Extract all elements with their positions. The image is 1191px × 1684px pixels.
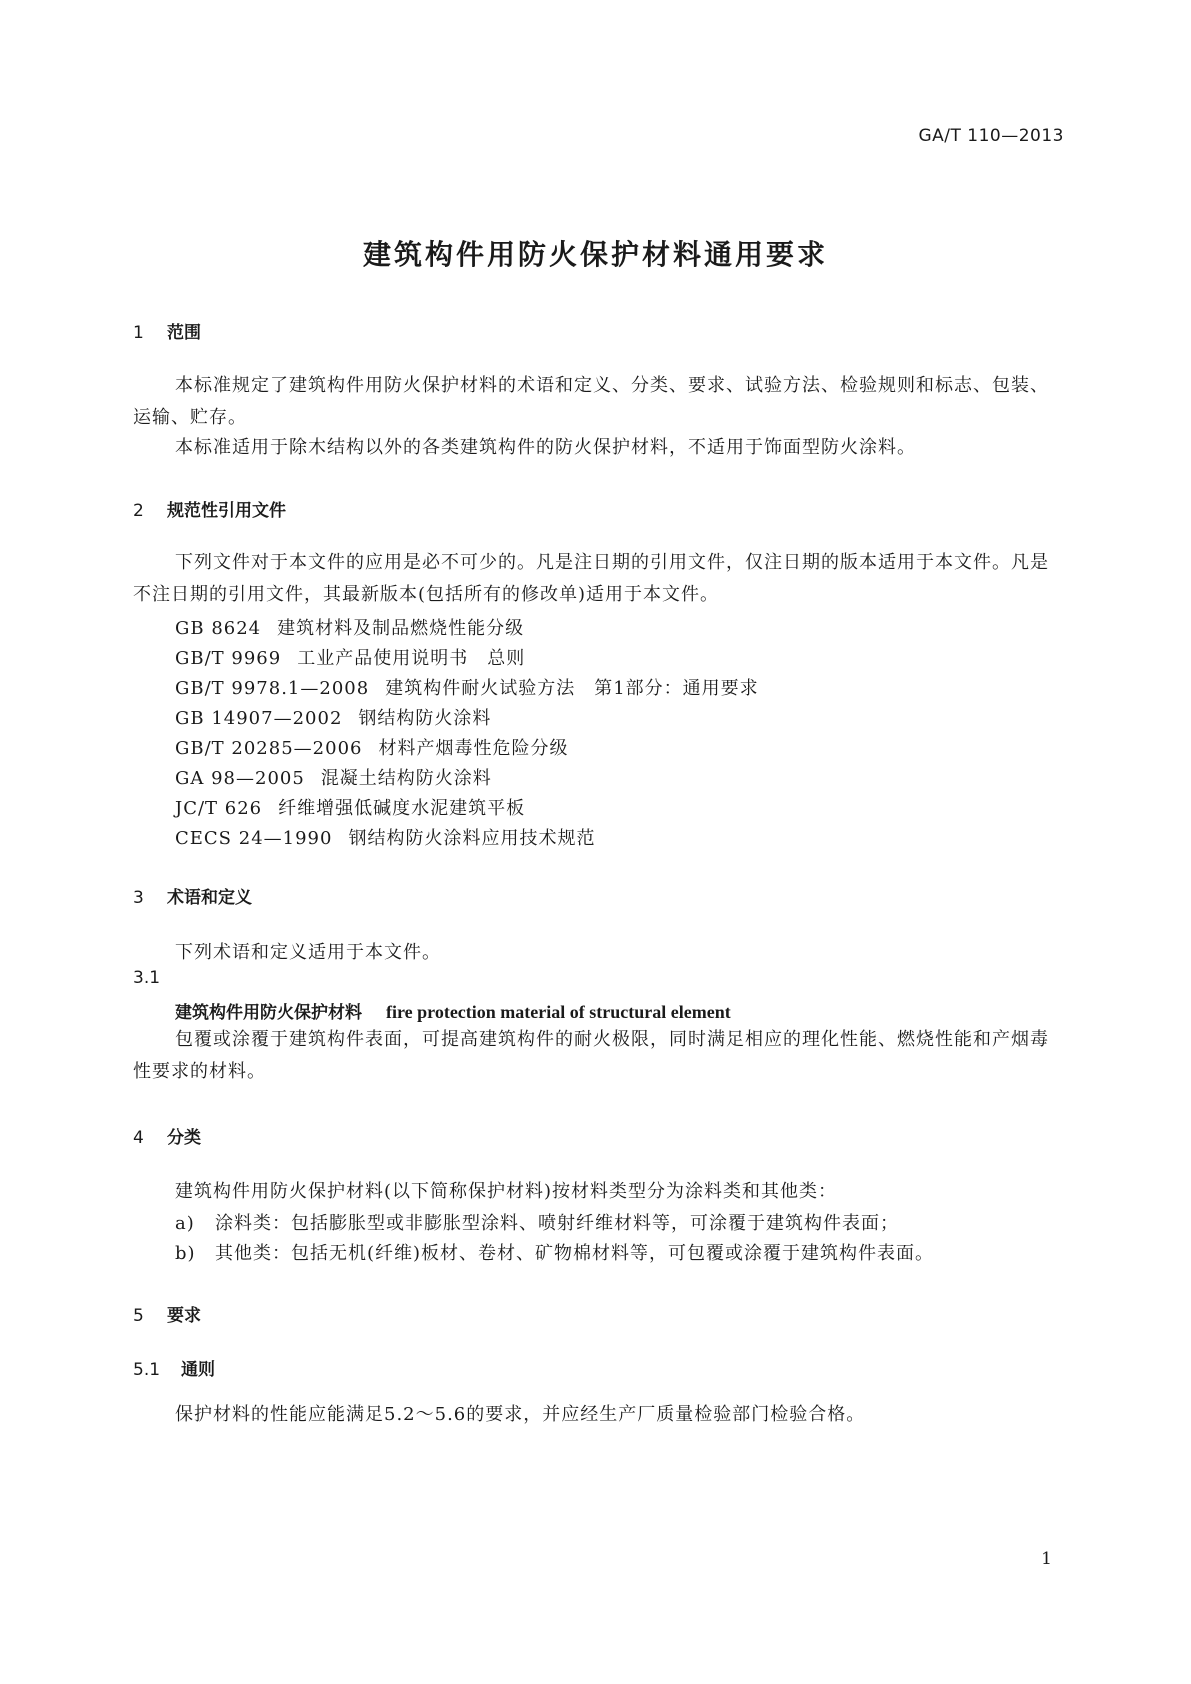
reference-code: GB 14907—2002: [175, 708, 343, 729]
reference-code: GA 98—2005: [175, 768, 305, 789]
reference-name: 材料产烟毒性危险分级: [378, 738, 569, 759]
list-item: [175, 1239, 934, 1265]
section-number: 3: [133, 888, 144, 908]
reference-code: GB/T 9969: [175, 648, 282, 669]
reference-item: [175, 614, 524, 640]
reference-item: [175, 704, 491, 730]
reference-name: 工业产品使用说明书 总则: [297, 648, 526, 669]
section-title: 范围: [167, 323, 201, 343]
term-english: fire protection material of structural element: [386, 1002, 731, 1022]
section-number: 1: [133, 323, 144, 343]
reference-code: GB 8624: [175, 618, 262, 639]
reference-item: [175, 734, 568, 760]
subsection-5-1-paragraph: 保护材料的性能应能满足5.2～5.6的要求，并应经生产厂质量检验部门检验合格。: [175, 1404, 866, 1425]
list-item-text: 涂料类：包括膨胀型或非膨胀型涂料、喷射纤维材料等，可涂覆于建筑构件表面；: [215, 1213, 899, 1234]
section-title: 规范性引用文件: [167, 501, 286, 521]
reference-code: CECS 24—1990: [175, 828, 333, 849]
list-item-label: b): [175, 1243, 196, 1264]
section-number: 5: [133, 1306, 144, 1326]
reference-code: GB/T 9978.1—2008: [175, 678, 370, 699]
standard-code: GA/T 110—2013: [918, 126, 1064, 146]
term-entry: [175, 998, 731, 1023]
reference-item: [175, 794, 525, 820]
section-3-paragraph-1: 下列术语和定义适用于本文件。: [175, 942, 441, 963]
section-5-heading: [133, 1301, 201, 1326]
subsection-title: 通则: [181, 1360, 215, 1380]
list-item-text: 其他类：包括无机(纤维)板材、卷材、矿物棉材料等，可包覆或涂覆于建筑构件表面。: [215, 1243, 935, 1264]
section-number: 4: [133, 1128, 144, 1148]
term-definition: 包覆或涂覆于建筑构件表面，可提高建筑构件的耐火极限，同时满足相应的理化性能、燃烧性能和产烟毒性要求的材料。: [133, 1029, 1049, 1082]
section-number: 2: [133, 501, 144, 521]
section-title: 术语和定义: [167, 888, 252, 908]
reference-item: [175, 764, 492, 790]
reference-name: 建筑构件耐火试验方法 第1部分：通用要求: [385, 678, 759, 699]
reference-name: 纤维增强低碱度水泥建筑平板: [278, 798, 526, 819]
section-2-heading: [133, 496, 286, 521]
reference-name: 钢结构防火涂料应用技术规范: [348, 828, 596, 849]
list-item: [175, 1209, 899, 1235]
section-title: 要求: [167, 1306, 201, 1326]
subsection-number: 5.1: [133, 1360, 161, 1380]
reference-name: 钢结构防火涂料: [358, 708, 492, 729]
reference-item: [175, 674, 759, 700]
reference-code: JC/T 626: [175, 798, 263, 819]
section-title: 分类: [167, 1128, 201, 1148]
section-3-heading: [133, 883, 252, 908]
page-number: 1: [1041, 1549, 1052, 1569]
section-1-paragraph-1: 本标准规定了建筑构件用防火保护材料的术语和定义、分类、要求、试验方法、检验规则和标志、包装、运输、贮存。: [133, 375, 1049, 428]
reference-name: 建筑材料及制品燃烧性能分级: [277, 618, 525, 639]
list-item-label: a): [175, 1213, 195, 1234]
section-2-paragraph-1: 下列文件对于本文件的应用是必不可少的。凡是注日期的引用文件，仅注日期的版本适用于本文件。凡是不注日期的引用文件，其最新版本(包括所有的修改单)适用于本文件。: [133, 552, 1049, 605]
subsection-5-1-heading: [133, 1355, 215, 1380]
reference-name: 混凝土结构防火涂料: [320, 768, 492, 789]
term-number: 3.1: [133, 968, 161, 988]
section-1-paragraph-2: 本标准适用于除木结构以外的各类建筑构件的防火保护材料，不适用于饰面型防火涂料。: [175, 437, 916, 458]
section-1-heading: [133, 318, 201, 343]
reference-code: GB/T 20285—2006: [175, 738, 363, 759]
section-4-paragraph-1: 建筑构件用防火保护材料(以下简称保护材料)按材料类型分为涂料类和其他类：: [175, 1181, 838, 1202]
document-title: 建筑构件用防火保护材料通用要求: [362, 238, 828, 271]
reference-item: [175, 644, 525, 670]
section-4-heading: [133, 1123, 201, 1148]
reference-item: [175, 824, 595, 850]
term-chinese: 建筑构件用防火保护材料: [175, 1003, 362, 1023]
